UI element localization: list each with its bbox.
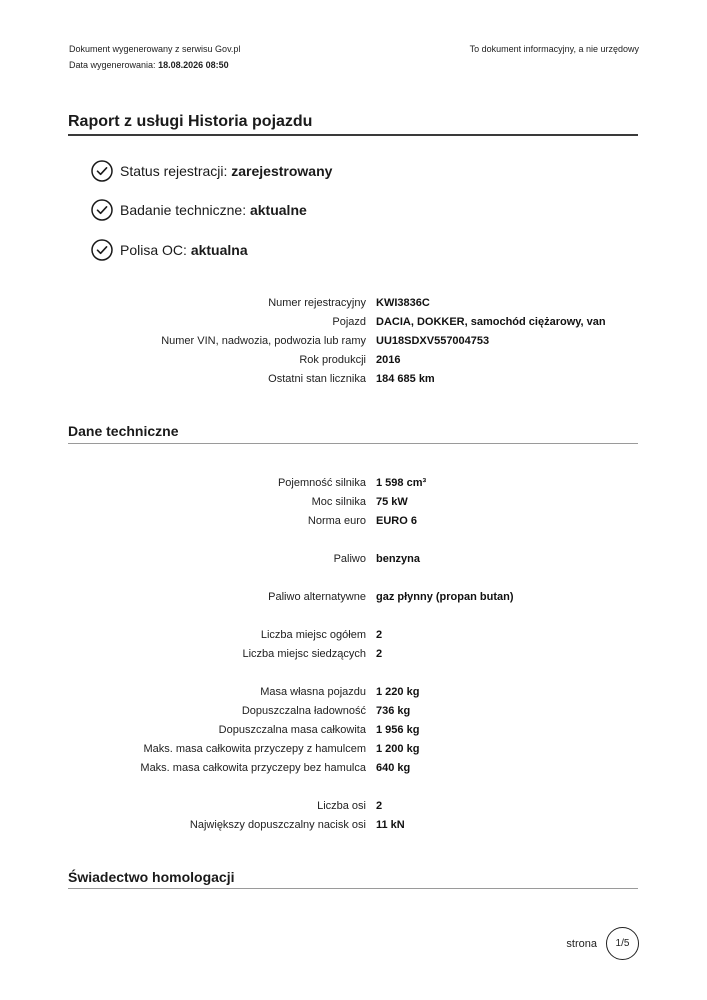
status-value: aktualna — [190, 242, 248, 258]
row-value: 1 220 kg — [376, 686, 420, 698]
row-key: Maks. masa całkowita przyczepy bez hamulca — [140, 762, 366, 774]
status-label: Polisa OC: — [120, 242, 187, 258]
row-key: Liczba miejsc siedzących — [242, 648, 366, 660]
row-key: Liczba miejsc ogółem — [260, 629, 366, 641]
row-key: Moc silnika — [311, 496, 366, 508]
row-value: 736 kg — [376, 705, 411, 717]
tech-row — [0, 683, 707, 702]
summary-row-odometer — [0, 370, 707, 389]
generated-label: Data wygenerowania: — [69, 60, 156, 70]
row-value: 75 kW — [376, 496, 408, 508]
status-registration — [91, 160, 332, 182]
page-label: strona — [566, 937, 597, 950]
row-key: Paliwo alternatywne — [268, 591, 366, 603]
check-circle-icon — [91, 160, 113, 182]
check-circle-icon — [91, 239, 113, 261]
row-key: Numer rejestracyjny — [268, 297, 366, 309]
row-value: 11 kN — [376, 819, 405, 831]
row-key: Dopuszczalna masa całkowita — [218, 724, 366, 736]
row-value: 1 956 kg — [376, 724, 420, 736]
row-value: DACIA, DOKKER, samochód ciężarowy, van — [376, 316, 606, 328]
row-key: Rok produkcji — [299, 354, 366, 366]
document-header-left — [69, 41, 240, 73]
tech-row — [0, 759, 707, 778]
tech-row — [0, 626, 707, 645]
row-value: 2 — [376, 800, 383, 812]
section-title-homologation: Świadectwo homologacji — [68, 869, 235, 885]
generated-value: 18.08.2026 08:50 — [158, 60, 229, 70]
row-key: Masa własna pojazdu — [260, 686, 366, 698]
tech-row — [0, 474, 707, 493]
title-divider — [68, 134, 638, 136]
tech-row — [0, 512, 707, 531]
tech-row — [0, 493, 707, 512]
row-key: Maks. masa całkowita przyczepy z hamulcem — [143, 743, 366, 755]
row-value: 184 685 km — [376, 373, 435, 385]
tech-row — [0, 550, 707, 569]
status-value: aktualne — [249, 202, 307, 218]
summary-row-vehicle — [0, 313, 707, 332]
row-value: 1 598 cm³ — [376, 477, 427, 489]
disclaimer-text: To dokument informacyjny, a nie urzędowy — [469, 44, 639, 54]
check-circle-icon — [91, 199, 113, 221]
summary-row-vin — [0, 332, 707, 351]
row-value: 640 kg — [376, 762, 411, 774]
row-value: KWI3836C — [376, 297, 430, 309]
page-indicator — [566, 927, 639, 960]
status-insurance — [91, 239, 248, 261]
row-key: Największy dopuszczalny nacisk osi — [189, 819, 366, 831]
section-divider — [68, 888, 638, 889]
row-key: Pojazd — [332, 316, 366, 328]
row-key: Pojemność silnika — [277, 477, 366, 489]
row-key: Numer VIN, nadwozia, podwozia lub ramy — [161, 335, 366, 347]
tech-row — [0, 721, 707, 740]
row-value: 1 200 kg — [376, 743, 420, 755]
status-value: zarejestrowany — [231, 163, 333, 179]
row-key: Dopuszczalna ładowność — [241, 705, 366, 717]
source-text: Dokument wygenerowany z serwisu Gov.pl — [69, 44, 241, 54]
tech-row — [0, 740, 707, 759]
report-title: Raport z usługi Historia pojazdu — [68, 113, 313, 130]
tech-row — [0, 797, 707, 816]
row-key: Norma euro — [307, 515, 366, 527]
tech-row — [0, 816, 707, 835]
row-value: 2 — [376, 629, 383, 641]
status-label: Badanie techniczne: — [120, 202, 247, 218]
generated-line — [69, 57, 240, 73]
row-value: gaz płynny (propan butan) — [376, 591, 514, 603]
row-key: Ostatni stan licznika — [268, 373, 366, 385]
section-title-technical: Dane techniczne — [68, 423, 179, 439]
tech-row — [0, 588, 707, 607]
summary-row-production-year — [0, 351, 707, 370]
status-label: Status rejestracji: — [120, 163, 228, 179]
row-value: EURO 6 — [376, 515, 417, 527]
section-divider — [68, 443, 638, 444]
row-value: 2016 — [376, 354, 401, 366]
row-value: UU18SDXV557004753 — [376, 335, 490, 347]
row-key: Liczba osi — [317, 800, 366, 812]
row-value: benzyna — [376, 553, 421, 565]
row-value: 2 — [376, 648, 383, 660]
summary-row-registration-number — [0, 294, 707, 313]
tech-row — [0, 702, 707, 721]
status-inspection — [91, 199, 307, 221]
row-key: Paliwo — [333, 553, 366, 565]
tech-row — [0, 645, 707, 664]
page-number-badge: 1/5 — [606, 927, 639, 960]
